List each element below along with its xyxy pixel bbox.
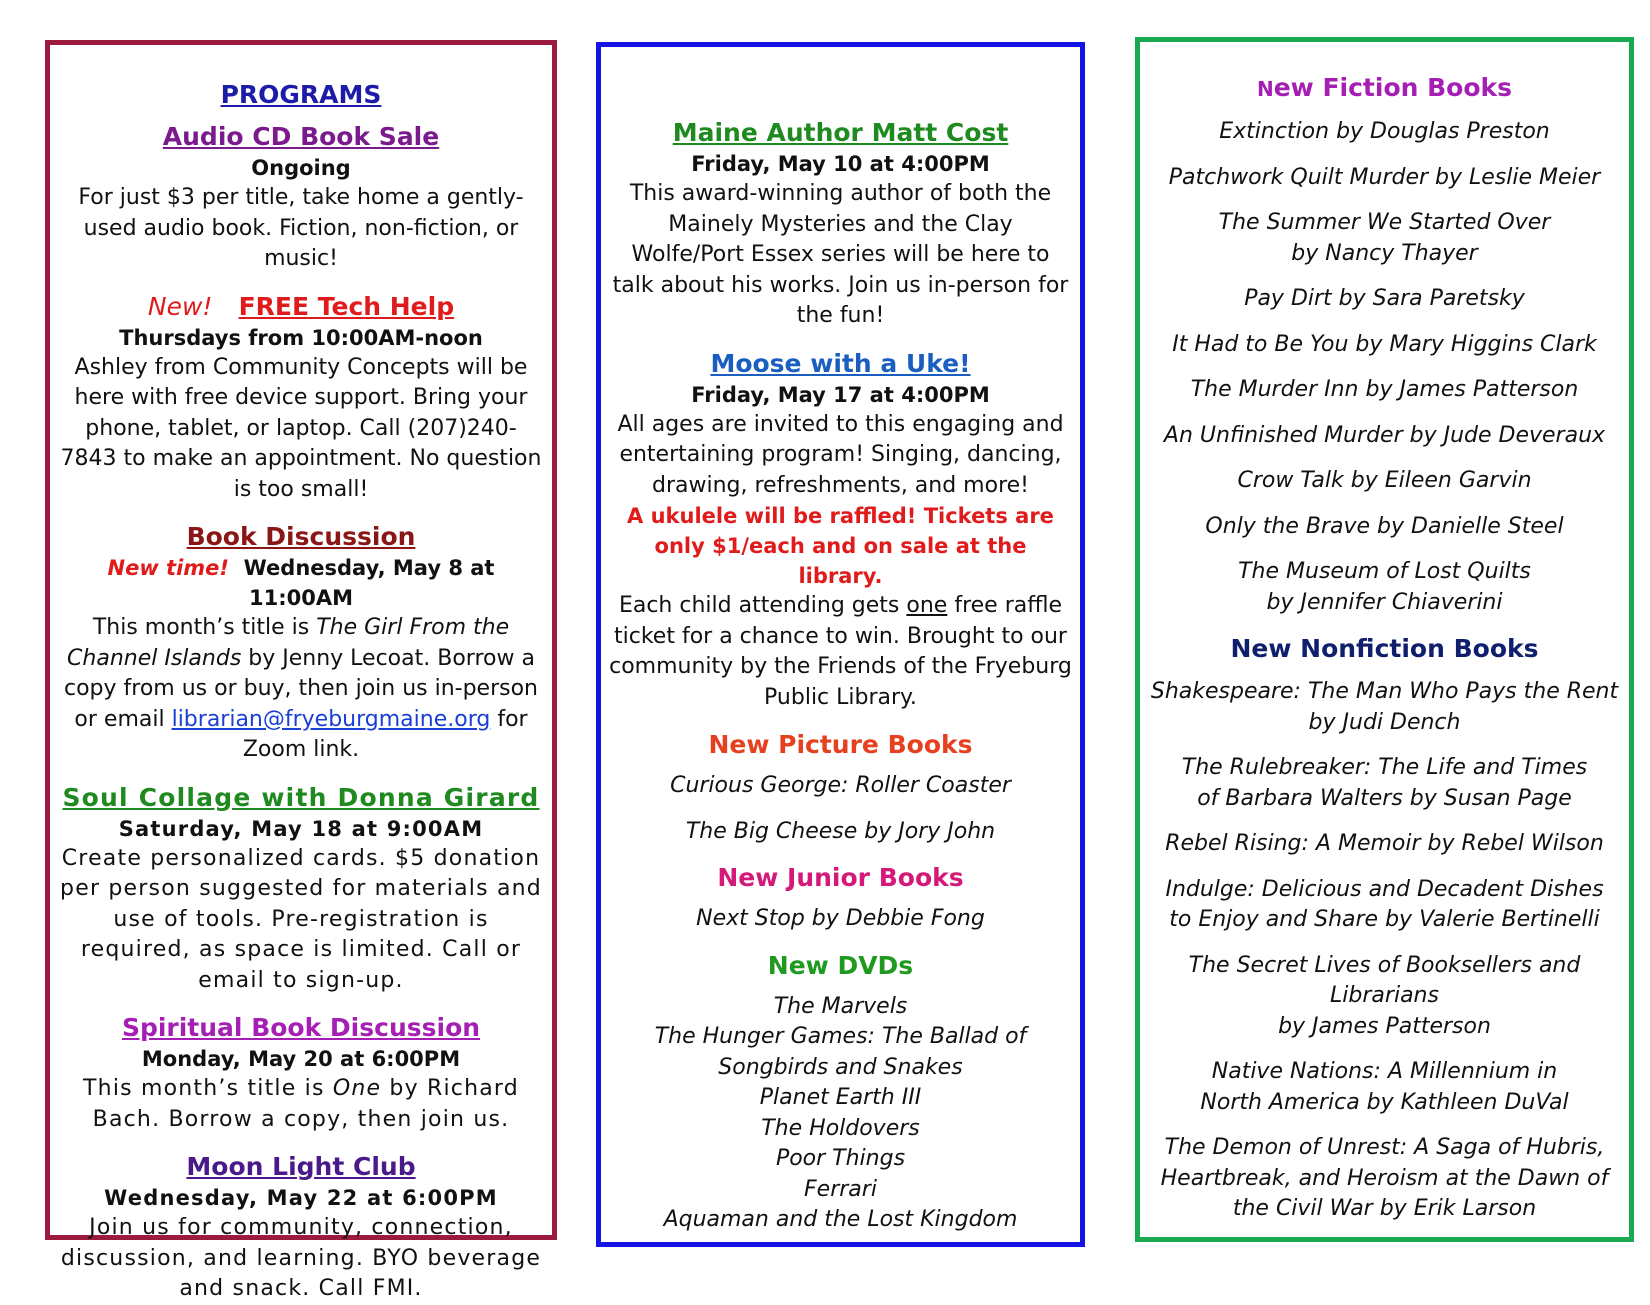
audio-sale-desc: For just $3 per title, take home a gently-used audio book. Fiction, non-fiction, or music! <box>78 185 524 271</box>
fiction-item: An Unfinished Murder by Jude Deveraux <box>1163 422 1606 448</box>
raffle-notice: A ukulele will be raffled! Tickets are only $1/each and on sale at the library. <box>627 504 1054 588</box>
fiction-item: Pay Dirt by Sara Paretsky <box>1244 286 1525 311</box>
fiction-heading <box>1148 72 1621 105</box>
new-books-panel <box>1135 37 1634 1242</box>
fiction-item: The Murder Inn by James Patterson <box>1190 377 1579 402</box>
librarian-email-link[interactable]: librarian@fryeburgmaine.org <box>171 706 491 732</box>
dvd-item: Ferrari <box>804 1176 877 1202</box>
soul-collage-when: Saturday, May 18 at 9:00AM <box>118 816 484 841</box>
picture-books-heading: New Picture Books <box>708 730 973 759</box>
nonfiction-item: The Demon of Unrest: A Saga of Hubris, Heartbreak, and Heroism at the Dawn of the Civil War by Erik Larson <box>1160 1135 1609 1221</box>
dvd-item: Poor Things <box>775 1146 906 1171</box>
moose-uke-desc: All ages are invited to this engaging and entertaining program! Singing, dancing, drawing, refreshments, and more! <box>617 411 1064 498</box>
moose-uke-when: Friday, May 17 at 4:00PM <box>691 382 990 407</box>
desc-text: This month’s title is <box>92 615 317 640</box>
dvd-item: Planet Earth III <box>759 1085 922 1110</box>
nonfiction-heading: New Nonfiction Books <box>1230 634 1539 663</box>
nonfiction-item: The Rulebreaker: The Life and Times of Barbara Walters by Susan Page <box>1181 755 1588 811</box>
fiction-item-line: by Jennifer Chiaverini <box>1266 589 1503 615</box>
fiction-item: Extinction by Douglas Preston <box>1219 119 1550 144</box>
moon-light-desc: Join us for community, connection, discussion, and learning. BYO beverage and snack. Call FMI. <box>60 1215 542 1301</box>
fiction-item-line: The Museum of Lost Quilts <box>1238 559 1531 584</box>
desc-text: by Jenny Lecoat. Borrow a copy from us or buy, then join us in-person or email <box>64 645 538 732</box>
nonfiction-item: Indulge: Delicious and Decadent Dishes to Enjoy and Share by Valerie Bertinelli <box>1165 876 1604 932</box>
dvd-item: The Hunger Games: The Ballad of Songbirds and Snakes <box>654 1024 1027 1080</box>
moon-light-title: Moon Light Club <box>186 1152 416 1181</box>
fiction-item <box>1148 208 1621 269</box>
spiritual-discussion-when: Monday, May 20 at 6:00PM <box>141 1047 461 1071</box>
author-event-desc: This award-winning author of both the Mainely Mysteries and the Clay Wolfe/Port Essex series will be here to talk about his works. Join us in-person for the fun! <box>612 181 1069 328</box>
moon-light-when: Wednesday, May 22 at 6:00PM <box>104 1186 498 1210</box>
audio-sale-when: Ongoing <box>251 156 351 180</box>
fiction-heading-rest: ew Fiction Books <box>1273 73 1513 102</box>
tech-help-heading <box>58 291 544 323</box>
book-discussion-when: Wednesday, May 8 at 11:00AM <box>243 556 495 610</box>
desc-text: for Zoom link. <box>242 706 528 762</box>
dvd-item: The Marvels <box>773 993 908 1019</box>
desc-text: This month’s title is <box>83 1076 333 1101</box>
desc-text: free raffle ticket for a chance to win. Brought to our community by the Friends of the Fryeburg Public Library. <box>609 593 1072 710</box>
one-word: one <box>906 593 948 618</box>
nonfiction-item-line: The Secret Lives of Booksellers and Librarians <box>1188 952 1581 1008</box>
desc-text: Each child attending gets <box>618 593 907 618</box>
fiction-item: Patchwork Quilt Murder by Leslie Meier <box>1168 164 1601 190</box>
moose-uke-title: Moose with a Uke! <box>710 348 971 378</box>
fiction-item-line: by Nancy Thayer <box>1291 240 1478 266</box>
nonfiction-item: Rebel Rising: A Memoir by Rebel Wilson <box>1165 831 1604 856</box>
spiritual-discussion-title: Spiritual Book Discussion <box>121 1013 481 1042</box>
book-title: One <box>332 1076 382 1101</box>
author-event-when: Friday, May 10 at 4:00PM <box>691 152 990 176</box>
spiritual-discussion-desc <box>58 1074 544 1135</box>
book-title: The Girl From the Channel Islands <box>67 615 510 671</box>
new-label: New! <box>147 291 213 321</box>
programs-heading: PROGRAMS <box>220 80 382 109</box>
nonfiction-item-line: by James Patterson <box>1278 1013 1491 1039</box>
nonfiction-item-line: Shakespeare: The Man Who Pays the Rent <box>1150 679 1619 704</box>
fiction-item <box>1148 557 1621 618</box>
picture-book-item: The Big Cheese by Jory John <box>685 818 996 844</box>
fiction-item: It Had to Be You by Mary Higgins Clark <box>1172 331 1597 357</box>
events-panel <box>596 42 1085 1247</box>
programs-panel <box>45 40 557 1301</box>
audio-sale-title: Audio CD Book Sale <box>162 122 440 151</box>
nonfiction-item <box>1148 677 1621 738</box>
fiction-item-line: The Summer We Started Over <box>1218 210 1551 235</box>
fiction-item: Crow Talk by Eileen Garvin <box>1237 468 1532 493</box>
tech-help-when: Thursdays from 10:00AM-noon <box>119 325 483 350</box>
book-discussion-title: Book Discussion <box>186 522 416 551</box>
desc-text: by Richard Bach. Borrow a copy, then join us. <box>92 1076 519 1132</box>
nonfiction-item-line: by Judi Dench <box>1308 709 1461 735</box>
fiction-heading-n: N <box>1256 77 1274 101</box>
dvd-item: Aquaman and the Lost Kingdom <box>663 1207 1018 1232</box>
nonfiction-item: Native Nations: A Millennium in North America by Kathleen DuVal <box>1200 1059 1569 1115</box>
fiction-item: Only the Brave by Danielle Steel <box>1205 513 1564 539</box>
author-event-title: Maine Author Matt Cost <box>672 118 1009 147</box>
dvds-heading: New DVDs <box>767 950 914 980</box>
tech-help-desc: Ashley from Community Concepts will be here with free device support. Bring your phone, tablet, or laptop. Call (207)240-7843 to make an appointment. No question is too small! <box>60 354 542 502</box>
new-time-label: New time! <box>107 556 229 580</box>
soul-collage-title: Soul Collage with Donna Girard <box>62 782 540 812</box>
junior-book-item: Next Stop by Debbie Fong <box>696 906 985 931</box>
book-discussion-when-line <box>58 553 544 613</box>
dvd-item: The Holdovers <box>761 1115 920 1141</box>
tech-help-title: FREE Tech Help <box>238 291 455 321</box>
soul-collage-desc: Create personalized cards. $5 donation per person suggested for materials and use of tools. Pre-registration is required, as space is limited. Call or email to sign-up. <box>60 845 542 993</box>
raffle-child-desc <box>609 591 1072 713</box>
book-discussion-desc <box>58 613 544 766</box>
nonfiction-item <box>1148 951 1621 1043</box>
picture-book-item: Curious George: Roller Coaster <box>670 773 1011 798</box>
junior-books-heading: New Junior Books <box>717 863 964 892</box>
